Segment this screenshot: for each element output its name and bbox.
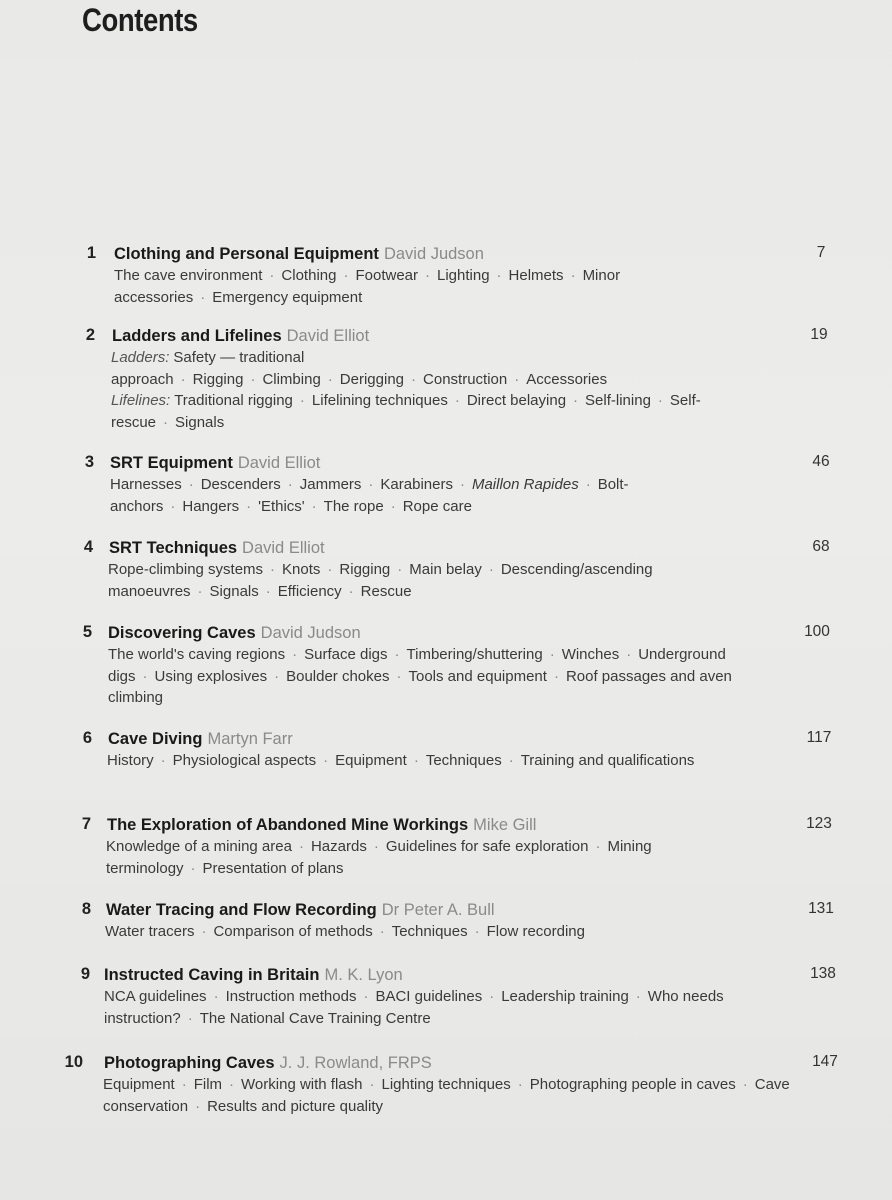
chapter-author: David Elliot (237, 454, 321, 472)
topic-list: Water tracers · Comparison of methods · Techniques · Flow recording (105, 923, 585, 940)
topic: Surface digs (304, 646, 388, 663)
topic: 'Ethics' (258, 497, 305, 515)
topic: Derigging (339, 370, 405, 388)
chapter-number: 4 (83, 538, 93, 556)
topic: Construction (423, 370, 508, 388)
topic: The cave environment (114, 267, 263, 284)
topic: The rope (323, 497, 384, 515)
chapter-author: David Elliot (242, 539, 325, 557)
topic: Techniques (425, 752, 502, 769)
topic: Techniques (391, 923, 468, 940)
topic: Cave conservation (103, 1076, 790, 1115)
topic: Knowledge of a mining area (106, 838, 292, 855)
topic-list: NCA guidelines · Instruction methods · BACI guidelines · Leadership training · Who needs instruction? · The National Cave Training Centre (104, 988, 724, 1027)
page-number: 68 (812, 538, 830, 555)
topic: Maillon Rapides (471, 476, 579, 493)
topic: Climbing (262, 370, 321, 388)
topic: Using explosives (154, 667, 268, 685)
topic: Signals (175, 413, 225, 431)
page-number: 7 (816, 244, 826, 261)
topic-list: The world's caving regions · Surface digs · Timbering/shuttering · Winches · Underground digs · Using explosives · Boulder chokes · Tools and equipment · Roof passages and aven climbing (108, 646, 732, 706)
chapter-author: J. J. Rowland, FRPS (279, 1054, 432, 1072)
topic: Tools and equipment (408, 667, 547, 685)
topic: Presentation of plans (202, 859, 344, 877)
chapter-title: Photographing Caves (104, 1054, 275, 1072)
chapter-title: Instructed Caving in Britain (104, 966, 320, 984)
topic: Harnesses (110, 476, 182, 493)
topic-list: History · Physiological aspects · Equipment · Techniques · Training and qualifications (107, 752, 695, 769)
page-number: 147 (812, 1053, 838, 1070)
topic: Lighting techniques (381, 1076, 511, 1093)
topic: Bolt-anchors (110, 476, 629, 515)
topic: The world's caving regions (108, 646, 286, 663)
topic: Footwear (355, 267, 418, 284)
chapter-title: The Exploration of Abandoned Mine Workings (107, 816, 469, 834)
topic-list: Knowledge of a mining area · Hazards · Guidelines for safe exploration · Mining terminology · Presentation of plans (106, 838, 652, 877)
topic: Descenders (200, 476, 281, 493)
topic: Knots (282, 561, 321, 578)
topic: Helmets (508, 267, 564, 284)
topic: BACI guidelines (375, 988, 483, 1005)
page-number: 138 (810, 965, 836, 982)
topic: Leadership training (501, 988, 629, 1005)
topic: Water tracers (105, 923, 195, 940)
page-number: 46 (812, 453, 830, 470)
topic: Karabiners (380, 476, 453, 493)
page-number: 123 (806, 815, 832, 832)
topic: Flow recording (486, 923, 585, 940)
chapter-title: Discovering Caves (108, 624, 256, 642)
chapter-author: Martyn Farr (207, 730, 293, 748)
topic-list: Equipment · Film · Working with flash · Lighting techniques · Photographing people in caves · Cave conservation · Results and picture quality (103, 1076, 790, 1115)
chapter-author: David Judson (383, 245, 484, 263)
chapter-number: 8 (81, 900, 91, 918)
topic: Hazards (310, 838, 367, 855)
topic: NCA guidelines (104, 988, 207, 1005)
section-label: Ladders: (111, 349, 170, 366)
topic: Minor accessories (114, 267, 621, 306)
topic: Rigging (339, 561, 391, 578)
section-label: Lifelines: (111, 392, 171, 409)
chapter-number: 2 (85, 326, 95, 344)
topic: History (107, 752, 154, 769)
topic: Self-lining (585, 392, 651, 409)
topic: Comparison of methods (213, 923, 373, 940)
topic: Emergency equipment (212, 288, 363, 306)
topic: Lifelining techniques (311, 392, 448, 409)
page-number: 19 (810, 326, 828, 343)
topic: Signals (209, 582, 259, 600)
topic: Results and picture quality (207, 1097, 383, 1115)
topic-list: Harnesses · Descenders · Jammers · Karabiners · Maillon Rapides · Bolt-anchors · Hangers · 'Ethics' · The rope · Rope care (110, 476, 629, 515)
topic: Clothing (281, 267, 337, 284)
page-title: Contents (82, 2, 198, 38)
chapter-author: David Elliot (286, 327, 370, 345)
topic: Instruction methods (225, 988, 357, 1005)
topic: Equipment (335, 752, 407, 769)
topic: Rope-climbing systems (108, 561, 264, 578)
topic: Descending/ascending manoeuvres (108, 561, 653, 600)
chapter-author: Mike Gill (473, 816, 537, 834)
topic: Timbering/shuttering (406, 646, 543, 663)
topic: Film (193, 1076, 223, 1093)
chapter-number: 5 (82, 623, 92, 641)
chapter-title: Clothing and Personal Equipment (114, 245, 379, 263)
topic-list: Ladders: Safety — traditional approach · Rigging · Climbing · Derigging · Construction · Accessories Lifelines: Traditional rigging · Lifelining techniques · Direct belaying · Self-lining · Self-rescue · Signals (111, 349, 701, 431)
topic: Roof passages and aven climbing (108, 667, 732, 706)
topic: Training and qualifications (520, 752, 695, 769)
chapter-number: 3 (84, 453, 94, 471)
topic: Direct belaying (466, 392, 567, 409)
topic: Self-rescue (111, 392, 701, 431)
chapter-number: 9 (80, 965, 90, 983)
topic: Mining terminology (106, 838, 652, 877)
topic: Underground digs (108, 646, 726, 685)
topic: Traditional rigging (174, 392, 293, 409)
chapter-author: Dr Peter A. Bull (381, 901, 495, 919)
topic: Accessories (526, 370, 608, 388)
chapter-title: Water Tracing and Flow Recording (106, 901, 377, 919)
topic: Rigging (192, 370, 244, 388)
topic-list: The cave environment · Clothing · Footwear · Lighting · Helmets · Minor accessories · Emergency equipment (114, 267, 621, 306)
chapter-number: 1 (86, 244, 96, 262)
topic: Who needs instruction? (104, 988, 724, 1027)
topic: Lighting (437, 267, 490, 284)
topic: Winches (561, 646, 620, 663)
chapter-number: 7 (81, 815, 91, 833)
page-number: 100 (804, 623, 830, 640)
chapter-author: David Judson (260, 624, 361, 642)
chapter-title: SRT Equipment (110, 454, 233, 472)
page-number: 117 (806, 729, 832, 746)
chapter-title: SRT Techniques (109, 539, 238, 557)
topic: Boulder chokes (286, 667, 390, 685)
topic: Working with flash (241, 1076, 363, 1093)
chapter-author: M. K. Lyon (324, 966, 403, 984)
chapter-title: Cave Diving (108, 730, 203, 748)
topic: Equipment (103, 1076, 175, 1093)
topic: The National Cave Training Centre (199, 1009, 431, 1027)
topic: Efficiency (277, 582, 342, 600)
topic: Rescue (360, 582, 412, 600)
topic: Guidelines for safe exploration (385, 838, 589, 855)
chapter-number: 10 (64, 1053, 83, 1071)
topic: Jammers (299, 476, 362, 493)
topic: Hangers (182, 497, 240, 515)
topic: Physiological aspects (172, 752, 317, 769)
topic: Safety — traditional approach (111, 349, 305, 388)
chapter-title: Ladders and Lifelines (112, 327, 282, 345)
page-number: 131 (808, 900, 834, 917)
topic-list: Rope-climbing systems · Knots · Rigging · Main belay · Descending/ascending manoeuvres · Signals · Efficiency · Rescue (108, 561, 653, 600)
topic: Rope care (402, 497, 472, 515)
topic: Main belay (409, 561, 482, 578)
chapter-number: 6 (82, 729, 92, 747)
topic: Photographing people in caves (529, 1076, 736, 1093)
